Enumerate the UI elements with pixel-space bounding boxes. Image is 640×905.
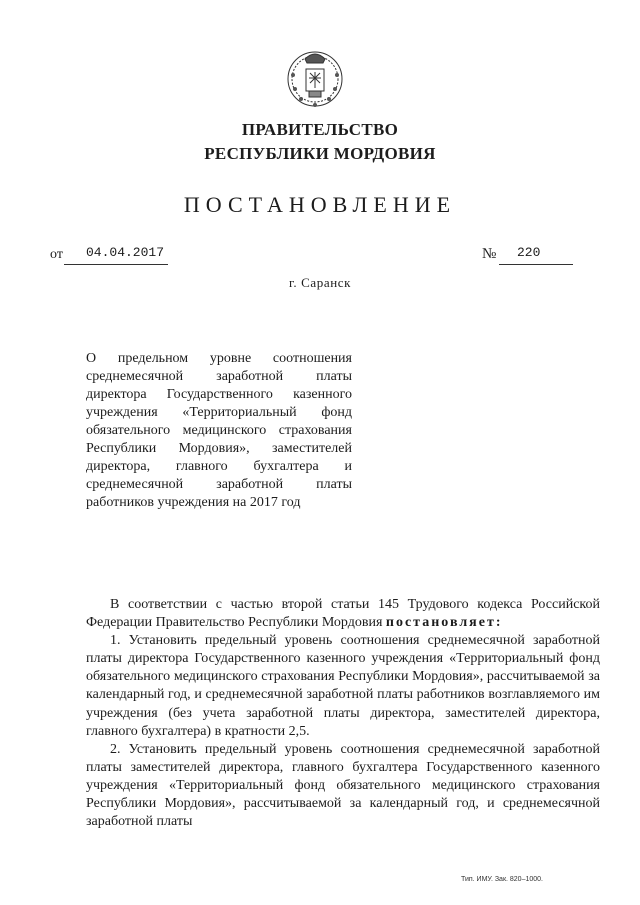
print-mark: Тип. ИМУ. Зак. 820–1000.: [461, 876, 543, 883]
intro-text: В соответствии с частью второй статьи 145 Трудового кодекса Российской Федерации Правительство Республики Мордовия: [86, 597, 600, 631]
number-prefix: №: [482, 246, 497, 262]
city: г. Саранск: [288, 275, 352, 290]
intro-paragraph: [86, 596, 600, 632]
document-date: 04.04.2017: [86, 245, 165, 260]
item-1: 1. Установить предельный уровень соотношения среднемесячной заработной платы директора Государственного казенного учреждения «Территориальный фонд обязательного медицинского страхования Республики Мордовия», рассчитываемой за календарный год, и среднемесячной заработной платы работников возглавляемого им учреждения (без учета заработной платы директора, заместителей директора, главного бухгалтера) в кратности 2,5.: [86, 633, 600, 739]
coat-of-arms-icon: [285, 45, 345, 111]
document-subject: О предельном уровне соотношения среднемесячной заработной платы директора Государственного казенного учреждения «Территориальный фонд обязательного медицинского страхования Республики Мордовия», заместителей директора, главного бухгалтера и среднемесячной заработной платы работников учреждения на 2017 год: [86, 351, 352, 510]
document-number: 220: [517, 245, 541, 260]
org-name-line1: ПРАВИТЕЛЬСТВО: [241, 120, 399, 139]
org-name-line2: РЕСПУБЛИКИ МОРДОВИЯ: [204, 144, 436, 163]
document-type: ПОСТАНОВЛЕНИЕ: [183, 192, 457, 217]
item-2: 2. Установить предельный уровень соотношения среднемесячной заработной платы заместителей директора, главного бухгалтера Государственного казенного учреждения «Территориальный фонд обязательного медицинского страхования Республики Мордовия», рассчитываемой за календарный год, и среднемесячной заработной платы: [86, 741, 600, 830]
document-body: [86, 596, 600, 831]
date-prefix: от: [50, 247, 63, 262]
intro-emphasis: постановляет:: [385, 615, 503, 631]
